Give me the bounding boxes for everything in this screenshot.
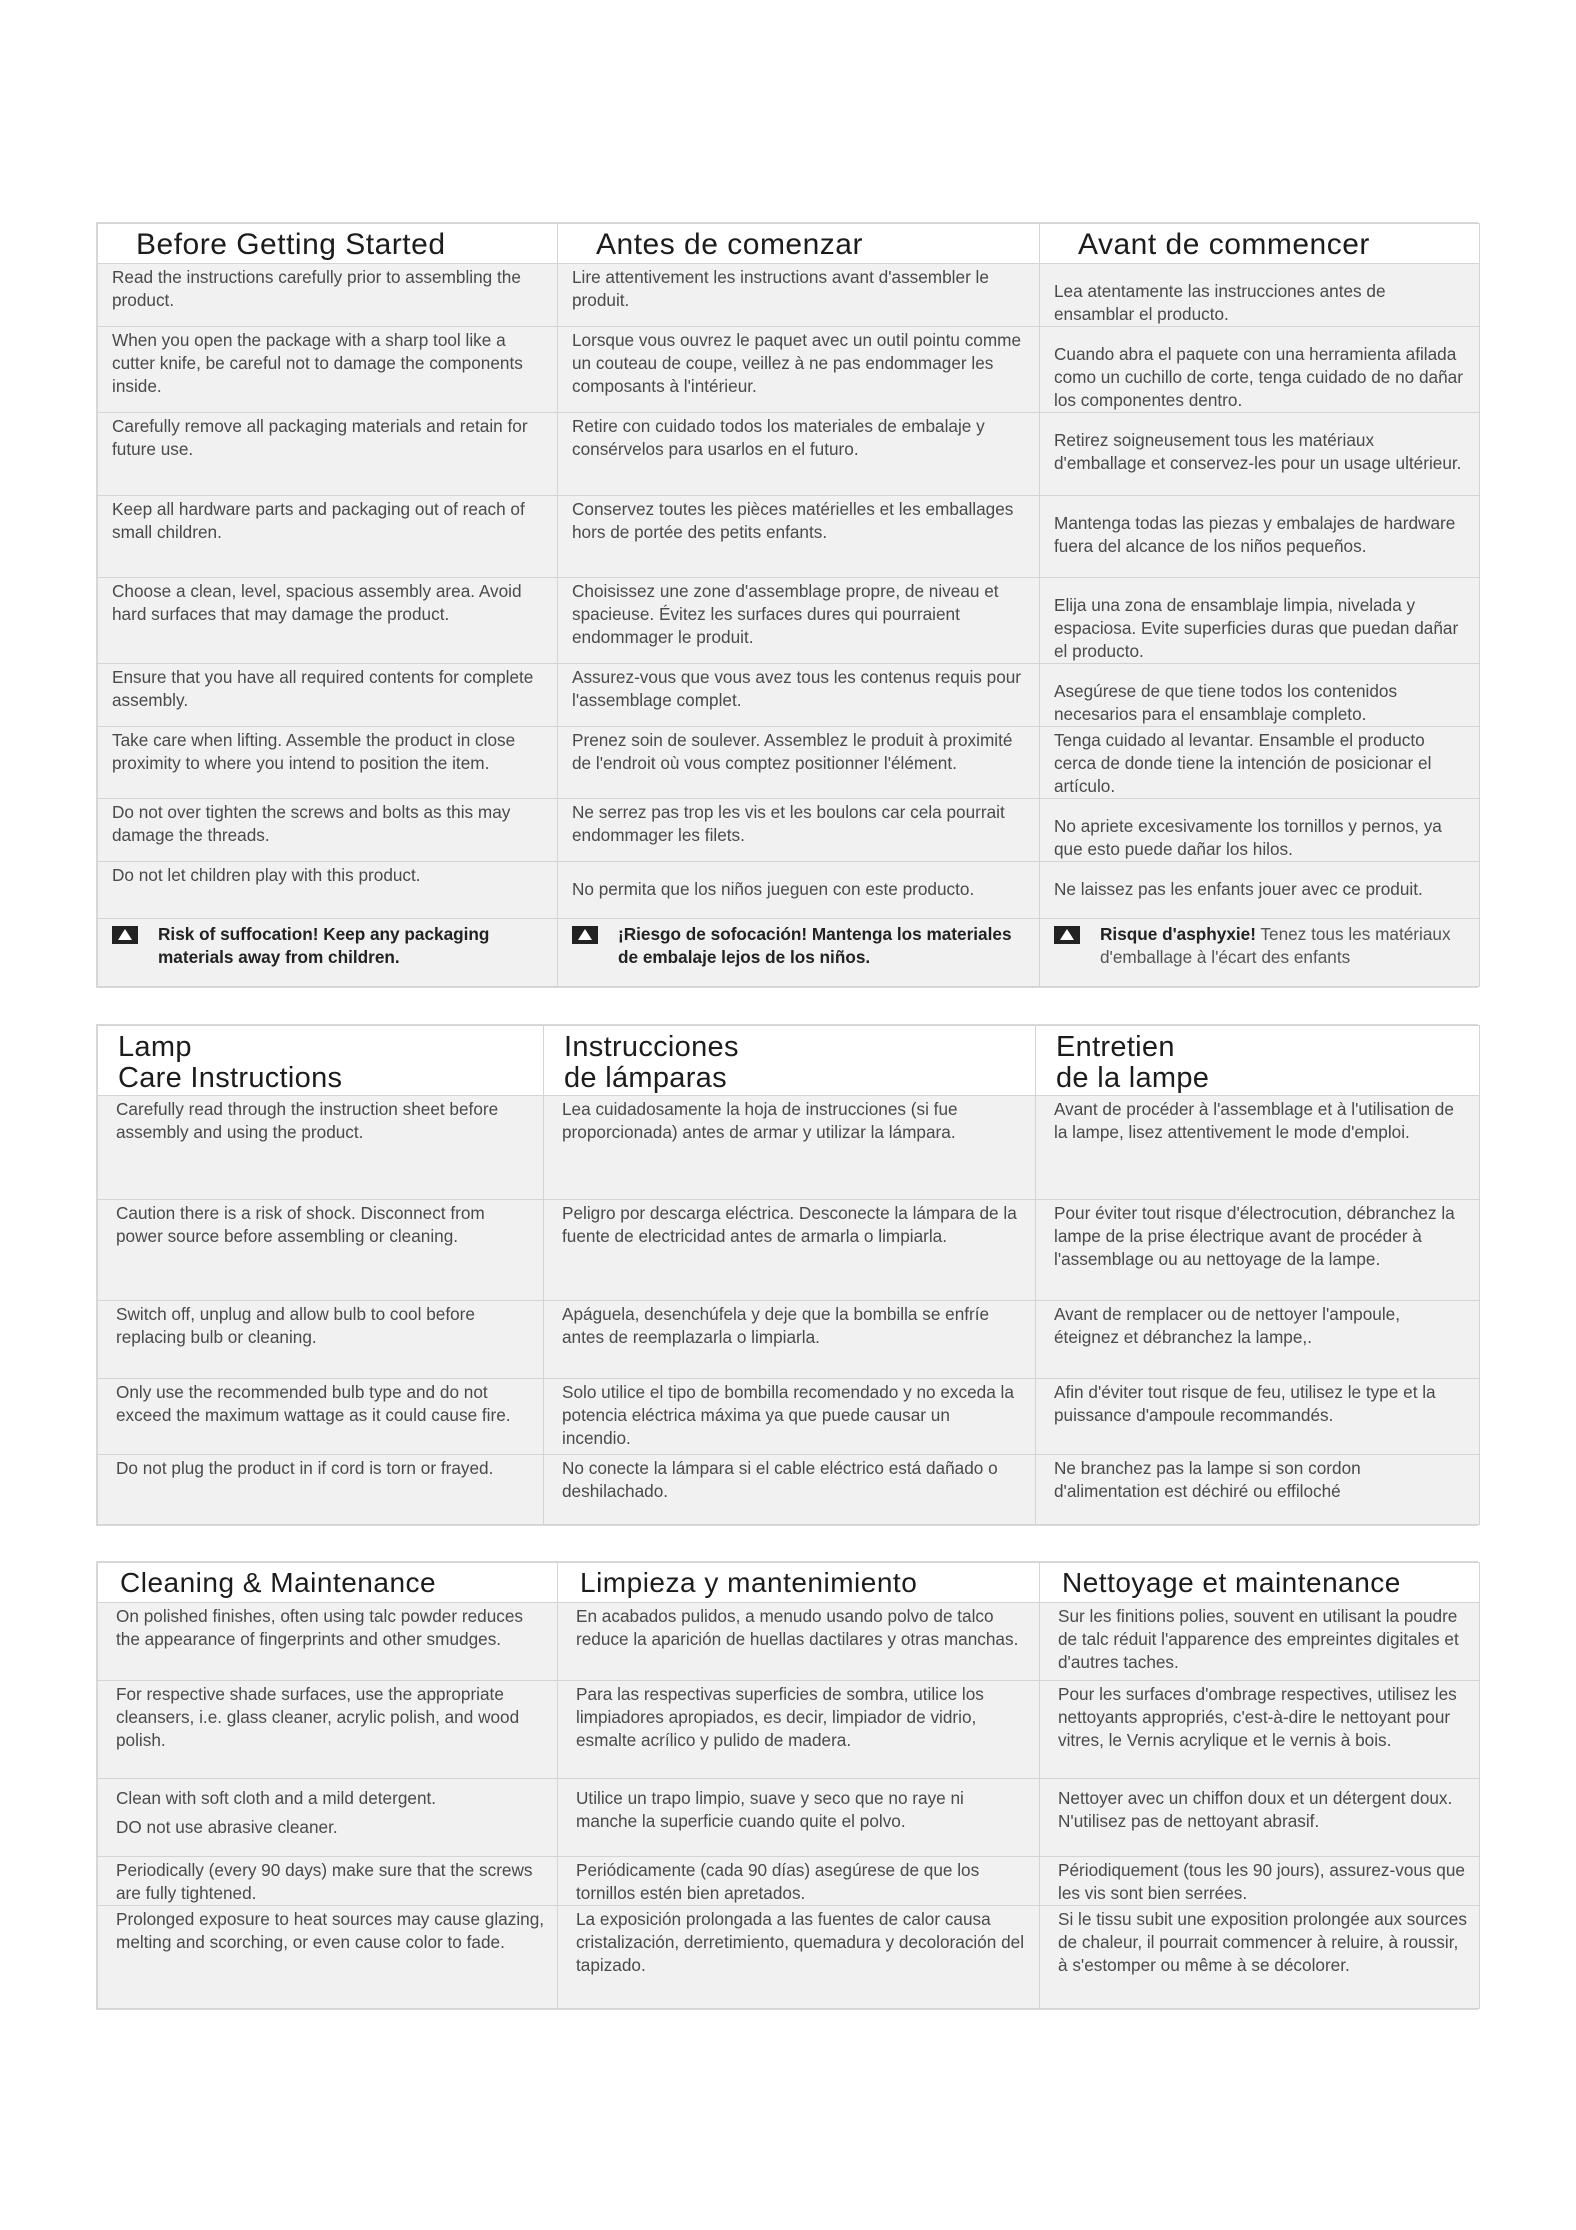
cell-es: Lire attentivement les instructions avant d'assembler le produit. <box>558 264 1040 327</box>
cell-en: Caution there is a risk of shock. Disconnect from power source before assembling or cleaning. <box>98 1200 544 1301</box>
header-en: Before Getting Started <box>98 224 558 264</box>
cell-es: Peligro por descarga eléctrica. Desconecte la lámpara de la fuente de electricidad antes de armarla o limpiarla. <box>544 1200 1036 1301</box>
header-en <box>98 1026 544 1096</box>
cell-fr: Avant de remplacer ou de nettoyer l'ampoule, éteignez et débranchez la lampe,. <box>1036 1301 1480 1379</box>
cell-fr: Ne laissez pas les enfants jouer avec ce produit. <box>1040 862 1480 919</box>
cell-en: Periodically (every 90 days) make sure that the screws are fully tightened. <box>98 1857 558 1906</box>
header-line: Care Instructions <box>118 1062 343 1094</box>
cell-fr: Ne branchez pas la lampe si son cordon d'alimentation est déchiré ou effiloché <box>1036 1455 1480 1525</box>
cell-es: Ne serrez pas trop les vis et les boulons car cela pourrait endommager les filets. <box>558 799 1040 862</box>
cell-es: Solo utilice el tipo de bombilla recomendado y no exceda la potencia eléctrica máxima ya que puede causar un incendio. <box>544 1379 1036 1455</box>
warning-text: Risque d'asphyxie! <box>1100 924 1256 944</box>
cell-en: Take care when lifting. Assemble the product in close proximity to where you intend to position the item. <box>98 727 558 799</box>
cell-fr: Tenga cuidado al levantar. Ensamble el producto cerca de donde tiene la intención de posicionar el artículo. <box>1040 727 1480 799</box>
cell-en: Keep all hardware parts and packaging out of reach of small children. <box>98 496 558 578</box>
cell-en: Do not let children play with this product. <box>98 862 558 919</box>
cell-es: Assurez-vous que vous avez tous les contenus requis pour l'assemblage complet. <box>558 664 1040 727</box>
cell-es: Lea cuidadosamente la hoja de instrucciones (si fue proporcionada) antes de armar y utilizar la lámpara. <box>544 1096 1036 1200</box>
warning-text: ¡Riesgo de sofocación! Mantenga los materiales de embalaje lejos de los niños. <box>618 924 1012 967</box>
header-fr: Avant de commencer <box>1040 224 1480 264</box>
cell-fr: Retirez soigneusement tous les matériaux d'emballage et conservez-les pour un usage ultérieur. <box>1040 413 1480 496</box>
cell-en: Switch off, unplug and allow bulb to cool before replacing bulb or cleaning. <box>98 1301 544 1379</box>
before-getting-started-table <box>96 222 1478 988</box>
cell-es: Prenez soin de soulever. Assemblez le produit à proximité de l'endroit où vous comptez positionner l'élément. <box>558 727 1040 799</box>
cell-fr: Afin d'éviter tout risque de feu, utilisez le type et la puissance d'ampoule recommandés. <box>1036 1379 1480 1455</box>
cell-es: Retire con cuidado todos los materiales de embalaje y consérvelos para usarlos en el futuro. <box>558 413 1040 496</box>
header-line: de lámparas <box>564 1062 727 1094</box>
header-fr <box>1036 1026 1480 1096</box>
cell-fr: Avant de procéder à l'assemblage et à l'utilisation de la lampe, lisez attentivement le mode d'emploi. <box>1036 1096 1480 1200</box>
warning-cell-en <box>98 919 558 987</box>
lamp-care-table <box>96 1024 1478 1526</box>
cell-fr: Cuando abra el paquete con una herramienta afilada como un cuchillo de corte, tenga cuidado de no dañar los componentes dentro. <box>1040 327 1480 413</box>
warning-text: Risk of suffocation! Keep any packaging materials away from children. <box>158 924 490 967</box>
warning-cell-es <box>558 919 1040 987</box>
header-line: Lamp <box>118 1031 192 1063</box>
header-line: de la lampe <box>1056 1062 1210 1094</box>
cell-fr: Pour les surfaces d'ombrage respectives, utilisez les nettoyants appropriés, c'est-à-dire le nettoyant pour vitres, le Vernis acrylique et le vernis à bois. <box>1040 1681 1480 1779</box>
cell-en: When you open the package with a sharp tool like a cutter knife, be careful not to damage the components inside. <box>98 327 558 413</box>
header-en: Cleaning & Maintenance <box>98 1563 558 1603</box>
cell-es: Para las respectivas superficies de sombra, utilice los limpiadores apropiados, es decir, limpiador de vidrio, esmalte acrílico y pulido de madera. <box>558 1681 1040 1779</box>
cell-es: Utilice un trapo limpio, suave y seco que no raye ni manche la superficie cuando quite el polvo. <box>558 1779 1040 1857</box>
header-line: Instrucciones <box>564 1031 739 1063</box>
header-line: Entretien <box>1056 1031 1175 1063</box>
cell-es: Choisissez une zone d'assemblage propre, de niveau et spacieuse. Évitez les surfaces dures qui pourraient endommager le produit. <box>558 578 1040 664</box>
cell-en: Only use the recommended bulb type and do not exceed the maximum wattage as it could cause fire. <box>98 1379 544 1455</box>
cell-es: La exposición prolongada a las fuentes de calor causa cristalización, derretimiento, quemadura y decoloración del tapizado. <box>558 1906 1040 2009</box>
cell-line: DO not use abrasive cleaner. <box>116 1817 338 1837</box>
cell-fr: Mantenga todas las piezas y embalajes de hardware fuera del alcance de los niños pequeños. <box>1040 496 1480 578</box>
cell-en: Do not over tighten the screws and bolts as this may damage the threads. <box>98 799 558 862</box>
cell-line: Clean with soft cloth and a mild detergent. <box>116 1788 437 1808</box>
header-es: Antes de comenzar <box>558 224 1040 264</box>
cell-fr: Périodiquement (tous les 90 jours), assurez-vous que les vis sont bien serrées. <box>1040 1857 1480 1906</box>
cell-fr: Elija una zona de ensamblaje limpia, nivelada y espaciosa. Evite superficies duras que puedan dañar el producto. <box>1040 578 1480 664</box>
cell-fr: Lea atentamente las instrucciones antes de ensamblar el producto. <box>1040 264 1480 327</box>
warning-text-rest: Tenez tous les matériaux d'emballage à l'écart des enfants <box>1100 924 1451 967</box>
cleaning-maintenance-table <box>96 1561 1478 2010</box>
cell-es: Periódicamente (cada 90 días) asegúrese de que los tornillos estén bien apretados. <box>558 1857 1040 1906</box>
cell-es: En acabados pulidos, a menudo usando polvo de talco reduce la aparición de huellas dactilares y otras manchas. <box>558 1603 1040 1681</box>
warning-cell-fr <box>1040 919 1480 987</box>
cell-fr: Si le tissu subit une exposition prolongée aux sources de chaleur, il pourrait commencer à reluire, à roussir, à s'estomper ou même à se décolorer. <box>1040 1906 1480 2009</box>
cell-es: Lorsque vous ouvrez le paquet avec un outil pointu comme un couteau de coupe, veillez à ne pas endommager les composants à l'intérieur. <box>558 327 1040 413</box>
header-fr: Nettoyage et maintenance <box>1040 1563 1480 1603</box>
header-es <box>544 1026 1036 1096</box>
cell-en: Choose a clean, level, spacious assembly area. Avoid hard surfaces that may damage the product. <box>98 578 558 664</box>
cell-en: Carefully remove all packaging materials and retain for future use. <box>98 413 558 496</box>
warning-icon <box>1054 926 1080 944</box>
cell-en: Carefully read through the instruction sheet before assembly and using the product. <box>98 1096 544 1200</box>
cell-es: No permita que los niños jueguen con este producto. <box>558 862 1040 919</box>
cell-es: Apáguela, desenchúfela y deje que la bombilla se enfríe antes de reemplazarla o limpiarla. <box>544 1301 1036 1379</box>
cell-es: No conecte la lámpara si el cable eléctrico está dañado o deshilachado. <box>544 1455 1036 1525</box>
cell-fr: Asegúrese de que tiene todos los contenidos necesarios para el ensamblaje completo. <box>1040 664 1480 727</box>
cell-en: Ensure that you have all required contents for complete assembly. <box>98 664 558 727</box>
cell-en: Do not plug the product in if cord is torn or frayed. <box>98 1455 544 1525</box>
cell-en <box>98 1779 558 1857</box>
cell-fr: No apriete excesivamente los tornillos y pernos, ya que esto puede dañar los hilos. <box>1040 799 1480 862</box>
header-es: Limpieza y mantenimiento <box>558 1563 1040 1603</box>
cell-fr: Pour éviter tout risque d'électrocution, débranchez la lampe de la prise électrique avant de procéder à l'assemblage ou au nettoyage de la lampe. <box>1036 1200 1480 1301</box>
cell-en: On polished finishes, often using talc powder reduces the appearance of fingerprints and other smudges. <box>98 1603 558 1681</box>
cell-en: Prolonged exposure to heat sources may cause glazing, melting and scorching, or even cause color to fade. <box>98 1906 558 2009</box>
cell-fr: Nettoyer avec un chiffon doux et un détergent doux. N'utilisez pas de nettoyant abrasif. <box>1040 1779 1480 1857</box>
cell-es: Conservez toutes les pièces matérielles et les emballages hors de portée des petits enfants. <box>558 496 1040 578</box>
cell-fr: Sur les finitions polies, souvent en utilisant la poudre de talc réduit l'apparence des empreintes digitales et d'autres taches. <box>1040 1603 1480 1681</box>
cell-en: Read the instructions carefully prior to assembling the product. <box>98 264 558 327</box>
warning-icon <box>572 926 598 944</box>
warning-icon <box>112 926 138 944</box>
cell-en: For respective shade surfaces, use the appropriate cleansers, i.e. glass cleaner, acrylic polish, and wood polish. <box>98 1681 558 1779</box>
